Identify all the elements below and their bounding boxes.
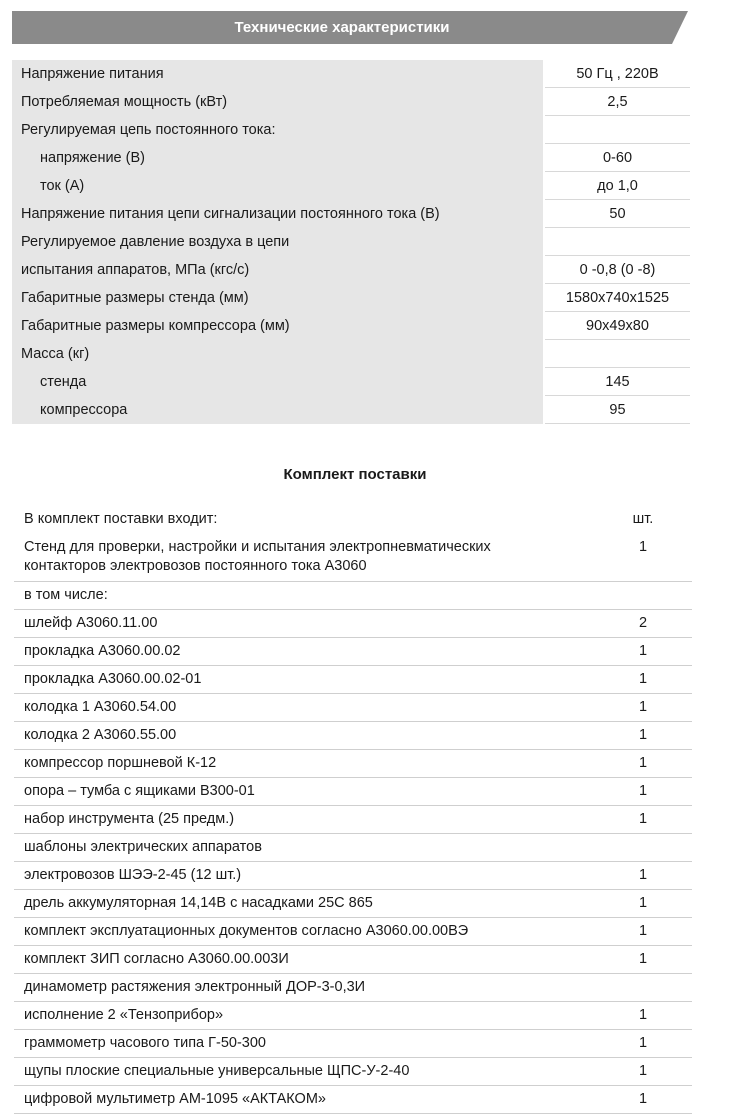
- kit-item-name: электровозов ШЭЭ-2-45 (12 шт.): [24, 867, 242, 883]
- kit-item-qty: 1: [638, 539, 648, 555]
- spec-row: [12, 284, 690, 312]
- kit-item-name: компрессор поршневой К-12: [24, 755, 217, 771]
- specs-table: [12, 60, 690, 424]
- kit-item-qty: [594, 834, 692, 861]
- kit-row: [14, 834, 692, 862]
- kit-item-name-line2: контакторов электровозов постоянного тока А3060: [24, 558, 367, 574]
- spec-value: 1580x740x1525: [545, 284, 690, 312]
- kit-item-name: щупы плоские специальные универсальные ЩПС-У-2-40: [24, 1063, 410, 1079]
- kit-item-qty: 1: [638, 783, 648, 799]
- kit-table: [14, 505, 692, 1114]
- kit-row: [14, 582, 692, 610]
- kit-item-name: динамометр растяжения электронный ДОР-3-0,3И: [24, 979, 366, 995]
- kit-item-qty: 2: [638, 615, 648, 631]
- kit-item-name: граммометр часового типа Г-50-300: [24, 1035, 266, 1051]
- kit-item-name: комплект эксплуатационных документов согласно А3060.00.00ВЭ: [24, 923, 469, 939]
- kit-item-name: шлейф А3060.11.00: [24, 615, 158, 631]
- spec-value: 50: [545, 200, 690, 228]
- kit-item-qty: 1: [638, 727, 648, 743]
- kit-row: [14, 1030, 692, 1058]
- kit-item-name: колодка 2 А3060.55.00: [24, 727, 177, 743]
- kit-item-qty: 1: [638, 1035, 648, 1051]
- kit-item-name: в том числе:: [24, 587, 108, 603]
- kit-item-qty: 1: [638, 951, 648, 967]
- spec-value: 90x49x80: [545, 312, 690, 340]
- spec-row: [12, 116, 690, 144]
- spec-row: [12, 312, 690, 340]
- kit-row: [14, 918, 692, 946]
- kit-item-name: опора – тумба с ящиками В300-01: [24, 783, 255, 799]
- spec-label: Регулируемая цепь постоянного тока:: [12, 116, 543, 144]
- kit-title: Комплект поставки: [283, 466, 427, 483]
- spec-value: [545, 228, 690, 256]
- kit-row: [14, 946, 692, 974]
- kit-row: [14, 638, 692, 666]
- spec-row: [12, 368, 690, 396]
- kit-row: [14, 1002, 692, 1030]
- spec-label: напряжение (В): [12, 144, 543, 172]
- spec-value: 0 -0,8 (0 -8): [545, 256, 690, 284]
- spec-value: 0-60: [545, 144, 690, 172]
- kit-item-name: комплект ЗИП согласно А3060.00.003И: [24, 951, 289, 967]
- kit-row: [14, 862, 692, 890]
- kit-item-name: шаблоны электрических аппаратов: [24, 839, 262, 855]
- kit-item-name: дрель аккумуляторная 14,14В с насадками 25С 865: [24, 895, 373, 911]
- kit-header-label: В комплект поставки входит:: [24, 511, 218, 527]
- spec-label: Напряжение питания цепи сигнализации постоянного тока (В): [12, 200, 543, 228]
- kit-item-qty: [594, 582, 692, 609]
- kit-item-qty: 1: [638, 1091, 648, 1107]
- kit-item-name: цифровой мультиметр АМ-1095 «АКТАКОМ»: [24, 1091, 326, 1107]
- kit-item-qty: 1: [638, 811, 648, 827]
- spec-row: [12, 172, 690, 200]
- spec-row: [12, 60, 690, 88]
- kit-row: [14, 722, 692, 750]
- kit-item-qty: 1: [638, 671, 648, 687]
- spec-value: 2,5: [545, 88, 690, 116]
- spec-label: Масса (кг): [12, 340, 543, 368]
- kit-item-name: [14, 538, 594, 581]
- kit-row: [14, 694, 692, 722]
- kit-item-name: набор инструмента (25 предм.): [24, 811, 235, 827]
- specs-title: Технические характеристики: [234, 19, 450, 36]
- spec-label: ток (А): [12, 172, 543, 200]
- kit-item-qty: 1: [638, 1007, 648, 1023]
- kit-row: [14, 1086, 692, 1114]
- kit-row: [14, 666, 692, 694]
- kit-row: [14, 778, 692, 806]
- spec-row: [12, 228, 690, 256]
- kit-row: [14, 750, 692, 778]
- spec-value: [545, 116, 690, 144]
- kit-item-qty: 1: [638, 1063, 648, 1079]
- specs-title-banner: [12, 11, 688, 44]
- kit-row: [14, 533, 692, 582]
- spec-value: 95: [545, 396, 690, 424]
- spec-value: до 1,0: [545, 172, 690, 200]
- kit-item-name: колодка 1 А3060.54.00: [24, 699, 177, 715]
- spec-row: [12, 144, 690, 172]
- kit-row: [14, 974, 692, 1002]
- kit-header-qty: шт.: [632, 511, 654, 527]
- spec-label: Напряжение питания: [12, 60, 543, 88]
- spec-label: Регулируемое давление воздуха в цепи: [12, 228, 543, 256]
- kit-item-qty: 1: [638, 643, 648, 659]
- spec-label: компрессора: [12, 396, 543, 424]
- spec-value: [545, 340, 690, 368]
- spec-label: Габаритные размеры компрессора (мм): [12, 312, 543, 340]
- kit-item-qty: [594, 974, 692, 1001]
- kit-row: [14, 610, 692, 638]
- kit-row: [14, 806, 692, 834]
- kit-item-name-line1: Стенд для проверки, настройки и испытания электропневматических: [24, 539, 491, 555]
- spec-row: [12, 396, 690, 424]
- spec-value: 145: [545, 368, 690, 396]
- spec-row: [12, 200, 690, 228]
- spec-value: 50 Гц , 220В: [545, 60, 690, 88]
- kit-item-name: прокладка А3060.00.02-01: [24, 671, 202, 687]
- spec-label: Потребляемая мощность (кВт): [12, 88, 543, 116]
- kit-item-qty: 1: [638, 895, 648, 911]
- spec-row: [12, 256, 690, 284]
- spec-label: Габаритные размеры стенда (мм): [12, 284, 543, 312]
- spec-label: стенда: [12, 368, 543, 396]
- kit-row: [14, 890, 692, 918]
- kit-item-qty: 1: [638, 923, 648, 939]
- kit-item-name: исполнение 2 «Тензоприбор»: [24, 1007, 224, 1023]
- kit-header: [14, 505, 692, 533]
- spec-row: [12, 340, 690, 368]
- kit-item-qty: 1: [638, 755, 648, 771]
- spec-row: [12, 88, 690, 116]
- kit-row: [14, 1058, 692, 1086]
- kit-item-qty: 1: [638, 699, 648, 715]
- kit-item-name: прокладка А3060.00.02: [24, 643, 181, 659]
- spec-label: испытания аппаратов, МПа (кгс/с): [12, 256, 543, 284]
- kit-item-qty: 1: [638, 867, 648, 883]
